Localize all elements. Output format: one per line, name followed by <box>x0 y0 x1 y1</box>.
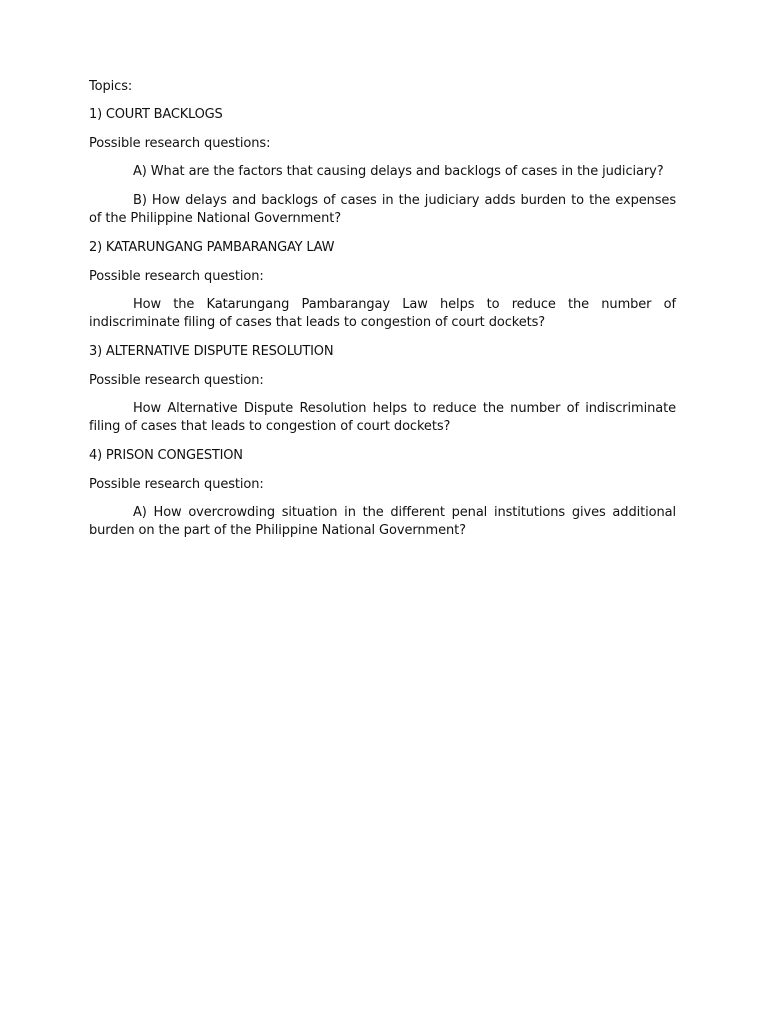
research-question-label: Possible research question: <box>89 373 264 388</box>
topic-heading: 4) PRISON CONGESTION <box>89 448 243 463</box>
research-question-label: Possible research question: <box>89 269 264 284</box>
topic-heading: 1) COURT BACKLOGS <box>89 107 223 122</box>
research-question: How the Katarungang Pambarangay Law helps to reduce the number of indiscriminate filing of cases that leads to congestion of court dockets? <box>89 297 676 330</box>
research-question-label: Possible research question: <box>89 477 264 492</box>
research-question: A) How overcrowding situation in the different penal institutions gives additional burden on the part of the Philippine National Government? <box>89 505 676 538</box>
research-question: A) What are the factors that causing delays and backlogs of cases in the judiciary? <box>133 164 664 179</box>
topic-section-court-backlogs <box>89 106 676 228</box>
topic-heading: 3) ALTERNATIVE DISPUTE RESOLUTION <box>89 344 334 359</box>
research-question: How Alternative Dispute Resolution helps to reduce the number of indiscriminate filing of cases that leads to congestion of court dockets? <box>89 401 676 434</box>
topic-section-katarungang-pambarangay-law <box>89 239 676 332</box>
topic-heading: 2) KATARUNGANG PAMBARANGAY LAW <box>89 240 335 255</box>
research-question: B) How delays and backlogs of cases in the judiciary adds burden to the expenses of the Philippine National Government? <box>89 193 676 226</box>
topic-section-prison-congestion <box>89 447 676 540</box>
topic-section-alternative-dispute-resolution <box>89 343 676 436</box>
document-intro: Topics: <box>89 79 133 94</box>
research-question-label: Possible research questions: <box>89 136 271 151</box>
